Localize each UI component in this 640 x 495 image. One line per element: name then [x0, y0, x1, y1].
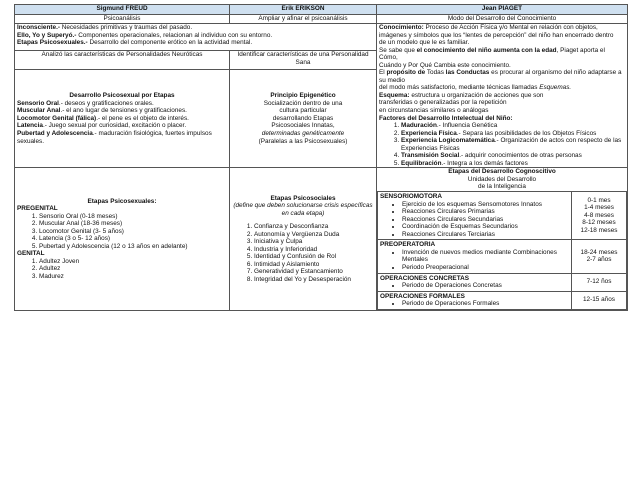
freud-dev-item: Sensorio Oral.- deseos y gratificaciones orales. — [17, 99, 154, 107]
age-value: 7-12 ños — [586, 278, 612, 286]
list-item: 1. Adultez Joven — [39, 258, 227, 266]
list-item: 2. Muscular Anal (18-36 meses) — [39, 220, 227, 228]
age-value: 2-7 años — [586, 256, 612, 264]
freud-intro-line: Etapas Psicosexuales.- Desarrollo del componente erótico en la actividad mental. — [17, 39, 253, 47]
piaget-factors-title: Factores del Desarrollo Intelectual del Niño: — [379, 114, 513, 122]
piaget-world: de un modelo que le es familiar. — [379, 39, 470, 47]
subheader-piaget: Modo del Desarrollo del Conocimiento — [377, 15, 628, 24]
stage-cell — [378, 192, 572, 240]
subheader-row — [15, 15, 628, 24]
stage-ages — [572, 192, 627, 240]
stage-name: SENSORIOMOTORA — [380, 193, 443, 201]
erikson-principle-line: Psicosociales Innatas, — [271, 122, 335, 130]
list-item: 1. Confianza y Desconfianza — [254, 223, 374, 231]
piaget-stages-title: Etapas del Desarrollo Cognoscitivo — [448, 168, 556, 176]
freud-analyze: Analizó las características de Personalidades Neuróticas — [15, 51, 230, 70]
list-item: • Periodo de Operaciones Concretas — [402, 282, 569, 290]
piaget-factors-list — [379, 122, 625, 167]
header-row — [15, 5, 628, 15]
freud-dev-item: Latencia.- Juego sexual por curiosidad, excitación o placer. — [17, 122, 187, 130]
freud-intro-line: Inconsciente.- Necesidades primitivas y traumas del pasado. — [17, 24, 193, 31]
stage-ages — [572, 240, 627, 273]
subheader-erikson: Ampliar y afinar el psicoanálisis — [230, 15, 377, 24]
piaget-knows: Se sabe que el conocimiento del niño aumenta con la edad, Piaget aporta el Cómo, — [379, 46, 605, 62]
header-piaget: Jean PIAGET — [377, 5, 628, 15]
erikson-stages-list — [232, 223, 374, 283]
freud-dev-item: Muscular Anal.- el ano lugar de tensiones y gratificaciones. — [17, 107, 187, 115]
erikson-principle — [230, 70, 377, 168]
erikson-principle-line: Socialización dentro de una — [263, 99, 343, 107]
list-item: 5. Equilibración.- Integra a los demás factores — [401, 160, 625, 168]
stage-ages — [572, 273, 627, 291]
piaget-schema-line: transferidas o generalizadas por la repetición — [379, 99, 507, 107]
erikson-identify: Identificar características de una Personalidad Sana — [230, 51, 377, 70]
stages-row — [15, 168, 628, 310]
list-item: 6. Intimidad y Aislamiento — [254, 261, 374, 269]
piaget-stages-table — [377, 191, 627, 310]
age-value: 1-4 meses — [584, 204, 614, 212]
piaget-purpose: El propósito de Todas las Conductas es procurar al organismo del niño adaptarse a su medio — [379, 69, 622, 84]
erikson-stages-note: (define que deben solucionarse crisis específicas en cada etapa) — [233, 202, 373, 217]
list-item: 2. Experiencia Física.- Separa las posibilidades de los Objetos Físicos — [401, 130, 625, 138]
stage-name: PREOPERATORIA — [380, 241, 436, 249]
list-item: • Coordinación de Esquemas Secundarios — [402, 223, 569, 231]
list-item: 3. Iniciativa y Culpa — [254, 238, 374, 246]
age-value: 18-24 meses — [580, 248, 618, 256]
stage-name: OPERACIONES FORMALES — [380, 292, 465, 300]
age-value: 0-1 mes — [587, 196, 611, 204]
stage-items — [380, 249, 569, 272]
list-item: 1. Sensorio Oral (0-18 meses) — [39, 213, 227, 221]
stage-cell — [378, 240, 572, 273]
list-item: 7. Generatividad y Estancamiento — [254, 268, 374, 276]
pregenital-label: PREGENITAL — [17, 205, 58, 213]
erikson-principle-line: cultura particular — [279, 107, 327, 115]
pregenital-list — [17, 213, 227, 251]
list-item: • Reacciones Circulares Secundarias — [402, 216, 569, 224]
piaget-schema-line: en circunstancias similares o análogas — [379, 107, 489, 115]
list-item: 4. Latencia (3 o 5- 12 años) — [39, 235, 227, 243]
stage-ages — [572, 291, 627, 309]
piaget-knowledge-cell — [377, 24, 628, 168]
list-item: 3. Madurez — [39, 273, 227, 281]
piaget-units-line: Unidades del Desarrollo — [467, 175, 537, 183]
list-item: • Periodo de Operaciones Formales — [402, 300, 569, 308]
freud-intro — [15, 24, 377, 51]
piaget-stages-cell — [377, 168, 628, 310]
stage-items — [380, 300, 569, 308]
genital-list — [17, 258, 227, 281]
freud-intro-line: Ello, Yo y Superyó.- Componentes operacionales, relacionan al individuo con su entorno. — [17, 31, 273, 39]
top-row — [15, 24, 628, 51]
stage-cell — [378, 291, 572, 309]
stage-row-preoperatoria — [378, 240, 627, 273]
piaget-schema: Esquema: estructura u organización de acciones que son — [379, 91, 544, 99]
stage-row-sensoriomotora — [378, 192, 627, 240]
piaget-how: Cuándo y Por Qué Cambia este conocimiento. — [379, 61, 511, 69]
age-value: 8-12 meses — [582, 219, 616, 227]
stage-row-formales — [378, 291, 627, 309]
header-freud: Sigmund FREUD — [15, 5, 230, 15]
erikson-principle-paren: (Paralelas a las Psicosexuales) — [258, 137, 348, 145]
freud-development — [15, 70, 230, 168]
subheader-freud: Psicoanálisis — [15, 15, 230, 24]
freud-dev-item: Locomotor Genital (fálica).- el pene es el objeto de interés. — [17, 114, 189, 122]
erikson-principle-italic: determinadas genéticamente — [261, 130, 345, 138]
stage-items — [380, 201, 569, 239]
erikson-stages-title: Etapas Psicosociales — [270, 194, 336, 202]
list-item: • Reacciones Circulares Primarias — [402, 208, 569, 216]
erikson-stages — [230, 168, 377, 310]
list-item: • Periodo Preoperacional — [402, 264, 569, 272]
freud-dev-title: Desarrollo Psicosexual por Etapas — [69, 92, 175, 100]
list-item: • Invención de nuevos medios mediante Combinaciones Mentales — [402, 249, 569, 264]
list-item: 5. Pubertad y Adolescencia (12 o 13 años en adelante) — [39, 243, 227, 251]
list-item: 3. Experiencia Logicomatemática.- Organización de actos con respecto de las Experiencias Físicas — [401, 137, 625, 152]
list-item: 2. Adultez — [39, 265, 227, 273]
list-item: 4. Industria y Inferioridad — [254, 246, 374, 254]
stage-items — [380, 282, 569, 290]
stage-row-concretas — [378, 273, 627, 291]
erikson-principle-title: Principio Epigenético — [270, 92, 336, 100]
stage-cell — [378, 273, 572, 291]
piaget-units-line: de la Inteligencia — [478, 183, 526, 191]
age-value: 12-15 años — [583, 296, 615, 304]
piaget-model: del modo más satisfactorio, mediante técnicas llamadas Esquemas. — [379, 84, 572, 92]
piaget-images: imágenes y símbolos que los “lentes de percepción” del niño han encerrado dentro — [379, 31, 614, 39]
list-item: 5. Identidad y Confusión de Rol — [254, 253, 374, 261]
age-value: 4-8 meses — [584, 211, 614, 219]
header-erikson: Erik ERIKSON — [230, 5, 377, 15]
list-item: 3. Locomotor Genital (3- 5 años) — [39, 228, 227, 236]
stage-name: OPERACIONES CONCRETAS — [380, 274, 470, 282]
list-item: • Ejercicio de los esquemas Sensomotores Innatos — [402, 201, 569, 209]
comparison-table — [14, 4, 628, 311]
erikson-principle-line: desarrollando Etapas — [272, 114, 334, 122]
age-value: 12-18 meses — [580, 226, 618, 234]
freud-dev-item: Pubertad y Adolescencia.- maduración fisiológica, fuertes impulsos sexuales. — [17, 130, 212, 145]
list-item: 8. Integridad del Yo y Desesperación — [254, 276, 374, 284]
freud-stages — [15, 168, 230, 310]
genital-label: GENITAL — [17, 250, 45, 258]
list-item: 2. Autonomía y Vergüenza Duda — [254, 231, 374, 239]
piaget-knowledge: Conocimiento: Proceso de Acción Física y/o Mental en relación con objetos, — [379, 24, 598, 31]
list-item: 1. Maduración.- Influencia Genética — [401, 122, 625, 130]
list-item: • Reacciones Circulares Terciarias — [402, 231, 569, 239]
freud-stages-title: Etapas Psicosexuales: — [87, 197, 157, 205]
list-item: 4. Transmisión Social.- adquirir conocimientos de otras personas — [401, 152, 625, 160]
